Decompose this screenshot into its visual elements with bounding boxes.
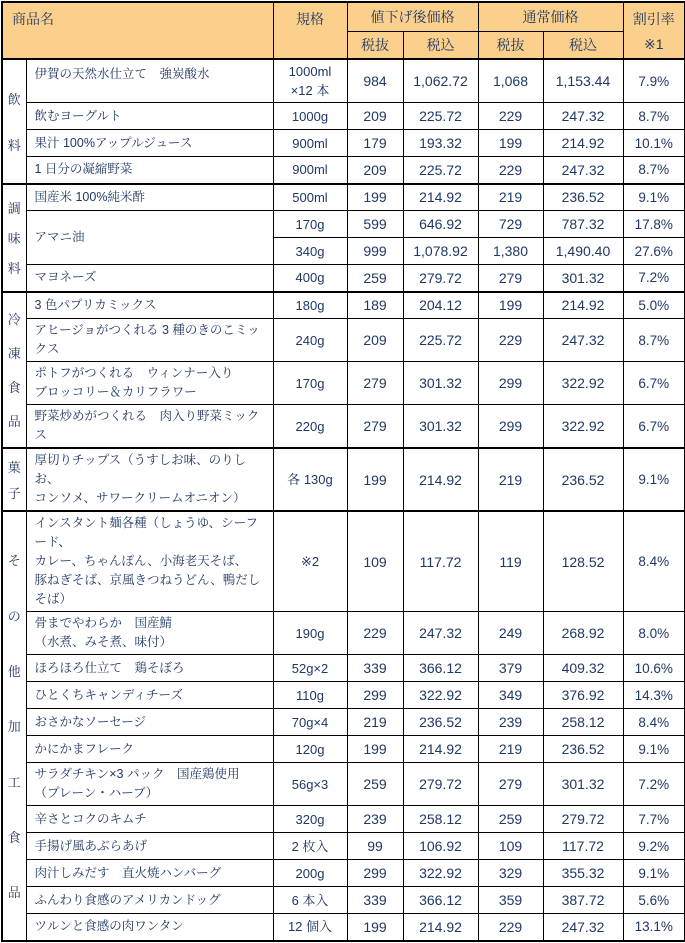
table-row: [2, 736, 685, 763]
markdown-in-tax-cell: 214.92: [403, 448, 478, 511]
product-name-cell: ポトフがつくれる ウィンナー入り ブロッコリー＆カリフラワー: [26, 362, 273, 405]
regular-ex-tax-cell: 1,068: [478, 59, 543, 103]
product-name-cell: 厚切りチップス（うすしお味、のりしお、 コンソメ、サワークリームオニオン）: [26, 448, 273, 511]
spec-cell: 120g: [273, 736, 347, 763]
spec-cell: 2 枚入: [273, 833, 347, 860]
regular-in-tax-cell: 214.92: [543, 292, 623, 319]
markdown-in-tax-cell: 258.12: [403, 806, 478, 833]
discount-rate-cell: 13.1%: [623, 914, 685, 941]
markdown-ex-tax-cell: 339: [347, 887, 403, 914]
regular-ex-tax-cell: 249: [478, 612, 543, 655]
regular-ex-tax-cell: 729: [478, 211, 543, 238]
spec-cell: 500ml: [273, 184, 347, 211]
discount-rate-cell: 5.6%: [623, 887, 685, 914]
discount-rate-cell: 6.7%: [623, 362, 685, 405]
regular-in-tax-cell: 409.32: [543, 655, 623, 682]
header-regular-tax-included: 税込: [543, 31, 623, 59]
markdown-ex-tax-cell: 229: [347, 612, 403, 655]
markdown-ex-tax-cell: 239: [347, 806, 403, 833]
regular-ex-tax-cell: 199: [478, 292, 543, 319]
markdown-ex-tax-cell: 179: [347, 130, 403, 157]
markdown-in-tax-cell: 301.32: [403, 405, 478, 449]
regular-in-tax-cell: 236.52: [543, 448, 623, 511]
discount-rate-label: 割引率: [632, 11, 675, 27]
table-row: [2, 806, 685, 833]
regular-in-tax-cell: 322.92: [543, 405, 623, 449]
markdown-ex-tax-cell: 599: [347, 211, 403, 238]
regular-in-tax-cell: 247.32: [543, 157, 623, 184]
table-row: [2, 405, 685, 449]
regular-ex-tax-cell: 239: [478, 709, 543, 736]
product-name-cell: 手揚げ風あぶらあげ: [26, 833, 273, 860]
regular-in-tax-cell: 1,153.44: [543, 59, 623, 103]
markdown-ex-tax-cell: 259: [347, 763, 403, 806]
discount-rate-note: ※1: [643, 36, 664, 52]
regular-in-tax-cell: 258.12: [543, 709, 623, 736]
markdown-ex-tax-cell: 299: [347, 682, 403, 709]
product-name-cell: サラダチキン×3 パック 国産鶏使用 （プレーン・ハーブ）: [26, 763, 273, 806]
discount-rate-cell: 5.0%: [623, 292, 685, 319]
regular-ex-tax-cell: 259: [478, 806, 543, 833]
product-name-cell: 肉汁しみだす 直火焼ハンバーグ: [26, 860, 273, 887]
spec-cell: 220g: [273, 405, 347, 449]
table-row: [2, 292, 685, 319]
product-name-cell: 伊賀の天然水仕立て 強炭酸水: [26, 59, 273, 103]
markdown-ex-tax-cell: 219: [347, 709, 403, 736]
markdown-in-tax-cell: 214.92: [403, 184, 478, 211]
regular-ex-tax-cell: 349: [478, 682, 543, 709]
product-name-cell: マヨネーズ: [26, 265, 273, 292]
regular-ex-tax-cell: 219: [478, 184, 543, 211]
product-name-cell: インスタント麺各種（しょうゆ、シーフード、 カレー、ちゃんぽん、小海老天そば、 豚ねぎそば、京風きつねうどん、鴨だしそば）: [26, 511, 273, 612]
spec-cell: 180g: [273, 292, 347, 319]
header-markdown-tax-excluded: 税抜: [347, 31, 403, 59]
regular-in-tax-cell: 247.32: [543, 319, 623, 362]
product-name-cell: 果汁 100%アップルジュース: [26, 130, 273, 157]
spec-cell: 1000ml ×12 本: [273, 59, 347, 103]
spec-cell: 190g: [273, 612, 347, 655]
table-body: [2, 59, 685, 941]
table-row: [2, 103, 685, 130]
markdown-ex-tax-cell: 109: [347, 511, 403, 612]
product-name-cell: 骨までやわらか 国産鯖 （水煮、みそ煮、味付）: [26, 612, 273, 655]
table-row: [2, 448, 685, 511]
regular-ex-tax-cell: 279: [478, 763, 543, 806]
markdown-in-tax-cell: 193.32: [403, 130, 478, 157]
markdown-ex-tax-cell: 199: [347, 736, 403, 763]
table-row: [2, 612, 685, 655]
markdown-ex-tax-cell: 209: [347, 319, 403, 362]
regular-in-tax-cell: 247.32: [543, 914, 623, 941]
table-row: [2, 763, 685, 806]
discount-rate-cell: 14.3%: [623, 682, 685, 709]
discount-rate-cell: 17.8%: [623, 211, 685, 238]
header-markdown-tax-included: 税込: [403, 31, 478, 59]
markdown-in-tax-cell: 279.72: [403, 265, 478, 292]
discount-rate-cell: 9.1%: [623, 860, 685, 887]
regular-in-tax-cell: 128.52: [543, 511, 623, 612]
table-row: [2, 511, 685, 612]
markdown-in-tax-cell: 646.92: [403, 211, 478, 238]
table-row: [2, 184, 685, 211]
discount-rate-cell: 7.7%: [623, 806, 685, 833]
regular-ex-tax-cell: 119: [478, 511, 543, 612]
table-row: [2, 914, 685, 941]
spec-cell: 56g×3: [273, 763, 347, 806]
product-name-cell: ひとくちキャンディチーズ: [26, 682, 273, 709]
regular-in-tax-cell: 236.52: [543, 736, 623, 763]
markdown-ex-tax-cell: 189: [347, 292, 403, 319]
product-name-cell: 飲むヨーグルト: [26, 103, 273, 130]
product-name-cell: 3 色パプリカミックス: [26, 292, 273, 319]
markdown-in-tax-cell: 117.72: [403, 511, 478, 612]
discount-rate-cell: 9.1%: [623, 184, 685, 211]
regular-ex-tax-cell: 229: [478, 157, 543, 184]
spec-cell: ※2: [273, 511, 347, 612]
markdown-ex-tax-cell: 299: [347, 860, 403, 887]
discount-rate-cell: 10.6%: [623, 655, 685, 682]
regular-in-tax-cell: 117.72: [543, 833, 623, 860]
table-row: [2, 130, 685, 157]
table-row: [2, 319, 685, 362]
markdown-in-tax-cell: 214.92: [403, 914, 478, 941]
table-row: [2, 211, 685, 238]
regular-in-tax-cell: 236.52: [543, 184, 623, 211]
markdown-in-tax-cell: 204.12: [403, 292, 478, 319]
table-row: [2, 833, 685, 860]
spec-cell: 1000g: [273, 103, 347, 130]
discount-rate-cell: 7.2%: [623, 265, 685, 292]
regular-ex-tax-cell: 219: [478, 736, 543, 763]
header-product-name: 商品名: [2, 2, 273, 59]
markdown-ex-tax-cell: 99: [347, 833, 403, 860]
table-row: [2, 157, 685, 184]
markdown-ex-tax-cell: 199: [347, 184, 403, 211]
markdown-in-tax-cell: 366.12: [403, 887, 478, 914]
regular-ex-tax-cell: 329: [478, 860, 543, 887]
markdown-ex-tax-cell: 984: [347, 59, 403, 103]
markdown-in-tax-cell: 247.32: [403, 612, 478, 655]
markdown-ex-tax-cell: 279: [347, 362, 403, 405]
spec-cell: 340g: [273, 238, 347, 265]
markdown-in-tax-cell: 1,062.72: [403, 59, 478, 103]
markdown-ex-tax-cell: 339: [347, 655, 403, 682]
regular-ex-tax-cell: 359: [478, 887, 543, 914]
category-cell: [2, 448, 26, 511]
header-discount-rate: [623, 2, 685, 59]
markdown-ex-tax-cell: 199: [347, 448, 403, 511]
markdown-in-tax-cell: 322.92: [403, 682, 478, 709]
regular-ex-tax-cell: 219: [478, 448, 543, 511]
product-name-cell: 国産米 100%純米酢: [26, 184, 273, 211]
regular-ex-tax-cell: 1,380: [478, 238, 543, 265]
regular-ex-tax-cell: 229: [478, 103, 543, 130]
discount-rate-cell: 9.1%: [623, 736, 685, 763]
regular-ex-tax-cell: 279: [478, 265, 543, 292]
spec-cell: 6 本入: [273, 887, 347, 914]
header-markdown-price-group: 値下げ後価格: [347, 2, 478, 31]
markdown-ex-tax-cell: 279: [347, 405, 403, 449]
discount-rate-cell: 9.2%: [623, 833, 685, 860]
table-row: [2, 265, 685, 292]
discount-rate-cell: 8.7%: [623, 103, 685, 130]
product-name-cell: ほろほろ仕立て 鶏そぼろ: [26, 655, 273, 682]
regular-in-tax-cell: 322.92: [543, 362, 623, 405]
markdown-in-tax-cell: 279.72: [403, 763, 478, 806]
markdown-in-tax-cell: 301.32: [403, 362, 478, 405]
header-spec: 規格: [273, 2, 347, 59]
product-name-cell: 野菜炒めがつくれる 肉入り野菜ミックス: [26, 405, 273, 449]
category-label: 菓 子: [7, 460, 21, 501]
table-row: [2, 860, 685, 887]
regular-in-tax-cell: 214.92: [543, 130, 623, 157]
regular-in-tax-cell: 301.32: [543, 265, 623, 292]
category-cell: [2, 292, 26, 449]
discount-rate-cell: 8.7%: [623, 319, 685, 362]
markdown-ex-tax-cell: 259: [347, 265, 403, 292]
table-row: [2, 682, 685, 709]
category-label: 飲 料: [7, 91, 21, 153]
table-row: [2, 59, 685, 103]
spec-cell: 200g: [273, 860, 347, 887]
table-row: [2, 655, 685, 682]
spec-cell: 70g×4: [273, 709, 347, 736]
discount-rate-cell: 7.9%: [623, 59, 685, 103]
regular-ex-tax-cell: 229: [478, 914, 543, 941]
markdown-in-tax-cell: 236.52: [403, 709, 478, 736]
regular-in-tax-cell: 301.32: [543, 763, 623, 806]
category-label: そ の 他 加 工 食 品: [7, 553, 21, 901]
markdown-in-tax-cell: 366.12: [403, 655, 478, 682]
spec-cell: 52g×2: [273, 655, 347, 682]
regular-in-tax-cell: 387.72: [543, 887, 623, 914]
markdown-ex-tax-cell: 999: [347, 238, 403, 265]
markdown-in-tax-cell: 1,078.92: [403, 238, 478, 265]
regular-ex-tax-cell: 379: [478, 655, 543, 682]
spec-cell: 900ml: [273, 130, 347, 157]
spec-cell: 320g: [273, 806, 347, 833]
regular-in-tax-cell: 247.32: [543, 103, 623, 130]
regular-in-tax-cell: 1,490.40: [543, 238, 623, 265]
markdown-in-tax-cell: 225.72: [403, 319, 478, 362]
product-name-cell: アマニ油: [26, 211, 273, 265]
markdown-in-tax-cell: 322.92: [403, 860, 478, 887]
regular-in-tax-cell: 787.32: [543, 211, 623, 238]
regular-in-tax-cell: 279.72: [543, 806, 623, 833]
spec-cell: 170g: [273, 362, 347, 405]
markdown-ex-tax-cell: 209: [347, 103, 403, 130]
regular-in-tax-cell: 355.32: [543, 860, 623, 887]
product-name-cell: 1 日分の凝縮野菜: [26, 157, 273, 184]
discount-rate-cell: 8.4%: [623, 511, 685, 612]
product-name-cell: おさかなソーセージ: [26, 709, 273, 736]
spec-cell: 170g: [273, 211, 347, 238]
regular-ex-tax-cell: 199: [478, 130, 543, 157]
product-name-cell: 辛さとコクのキムチ: [26, 806, 273, 833]
product-name-cell: ツルンと食感の肉ワンタン: [26, 914, 273, 941]
product-name-cell: アヒージョがつくれる 3 種のきのこミックス: [26, 319, 273, 362]
price-table: [1, 1, 685, 942]
table-row: [2, 362, 685, 405]
category-cell: [2, 184, 26, 292]
category-cell: [2, 59, 26, 184]
spec-cell: 12 個入: [273, 914, 347, 941]
spec-cell: 400g: [273, 265, 347, 292]
spec-cell: 240g: [273, 319, 347, 362]
category-label: 冷 凍 食 品: [7, 312, 21, 430]
markdown-in-tax-cell: 214.92: [403, 736, 478, 763]
regular-ex-tax-cell: 299: [478, 405, 543, 449]
spec-cell: 110g: [273, 682, 347, 709]
discount-rate-cell: 8.7%: [623, 157, 685, 184]
discount-rate-cell: 7.2%: [623, 763, 685, 806]
discount-rate-cell: 8.4%: [623, 709, 685, 736]
markdown-in-tax-cell: 225.72: [403, 103, 478, 130]
regular-ex-tax-cell: 109: [478, 833, 543, 860]
spec-cell: 900ml: [273, 157, 347, 184]
product-name-cell: ふんわり食感のアメリカンドッグ: [26, 887, 273, 914]
table-row: [2, 887, 685, 914]
regular-ex-tax-cell: 229: [478, 319, 543, 362]
spec-cell: 各 130g: [273, 448, 347, 511]
regular-in-tax-cell: 268.92: [543, 612, 623, 655]
markdown-ex-tax-cell: 199: [347, 914, 403, 941]
product-name-cell: かにかまフレーク: [26, 736, 273, 763]
header-regular-price-group: 通常価格: [478, 2, 623, 31]
markdown-in-tax-cell: 106.92: [403, 833, 478, 860]
discount-rate-cell: 9.1%: [623, 448, 685, 511]
discount-rate-cell: 8.0%: [623, 612, 685, 655]
regular-ex-tax-cell: 299: [478, 362, 543, 405]
markdown-in-tax-cell: 225.72: [403, 157, 478, 184]
discount-rate-cell: 10.1%: [623, 130, 685, 157]
header-row-groups: [2, 2, 685, 31]
regular-in-tax-cell: 376.92: [543, 682, 623, 709]
discount-rate-cell: 27.6%: [623, 238, 685, 265]
markdown-ex-tax-cell: 209: [347, 157, 403, 184]
category-label: 調 味 料: [7, 200, 21, 277]
table-row: [2, 709, 685, 736]
header-regular-tax-excluded: 税抜: [478, 31, 543, 59]
category-cell: [2, 511, 26, 941]
discount-rate-cell: 6.7%: [623, 405, 685, 449]
